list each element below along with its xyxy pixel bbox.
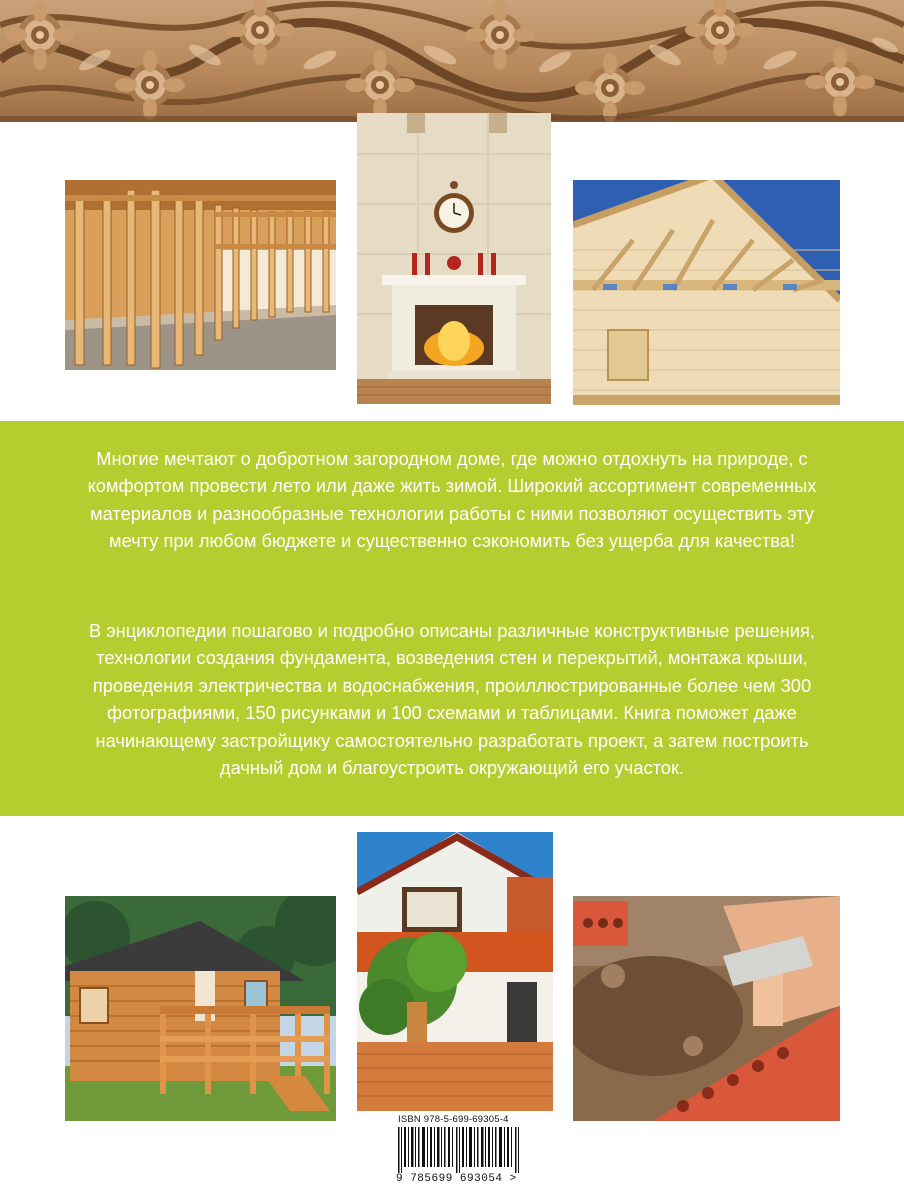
fireplace-icon bbox=[357, 113, 551, 404]
photo-fireplace bbox=[357, 113, 551, 404]
cabin-icon bbox=[65, 896, 336, 1121]
ornament-pattern-icon bbox=[0, 0, 904, 122]
photo-brick-house bbox=[357, 832, 553, 1111]
photo-bricklaying bbox=[573, 896, 840, 1121]
photo-roof-truss bbox=[573, 180, 840, 405]
house-frame-icon bbox=[65, 180, 336, 370]
isbn-label: ISBN 978-5-699-69305-4 bbox=[398, 1114, 509, 1125]
photo-wooden-cabin bbox=[65, 896, 336, 1121]
brick-icon bbox=[573, 896, 840, 1121]
photo-house-frame bbox=[65, 180, 336, 370]
roof-truss-icon bbox=[573, 180, 840, 405]
barcode-number: 9 785699 693054 > bbox=[396, 1173, 517, 1185]
barcode-icon bbox=[396, 1127, 526, 1173]
carved-wood-ornament bbox=[0, 0, 904, 122]
house-icon bbox=[357, 832, 553, 1111]
description-paragraph-2: В энциклопедии пошагово и подробно описаны различные конструктивные решения, технологии создания фундамента, возведения стен и перекрытий, монтажа крыши, проведения электричества и водоснабжения, проиллюстрированные более чем 300 фотографиями, 150 рисунками и 100 схемами и таблицами. Книга поможет даже начинающему застройщику самостоятельно разработать проект, а затем построить дачный дом и благоустроить окружающий его участок. bbox=[89, 620, 815, 779]
description-paragraph-1: Многие мечтают о добротном загородном доме, где можно отдохнуть на природе, с комфортом провести лето или даже жить зимой. Широкий ассортимент современных материалов и разнообразные технологии работы с ними позволяют осуществить эту мечту при любом бюджете и существенно сэкономить без ущерба для качества! bbox=[87, 448, 817, 552]
